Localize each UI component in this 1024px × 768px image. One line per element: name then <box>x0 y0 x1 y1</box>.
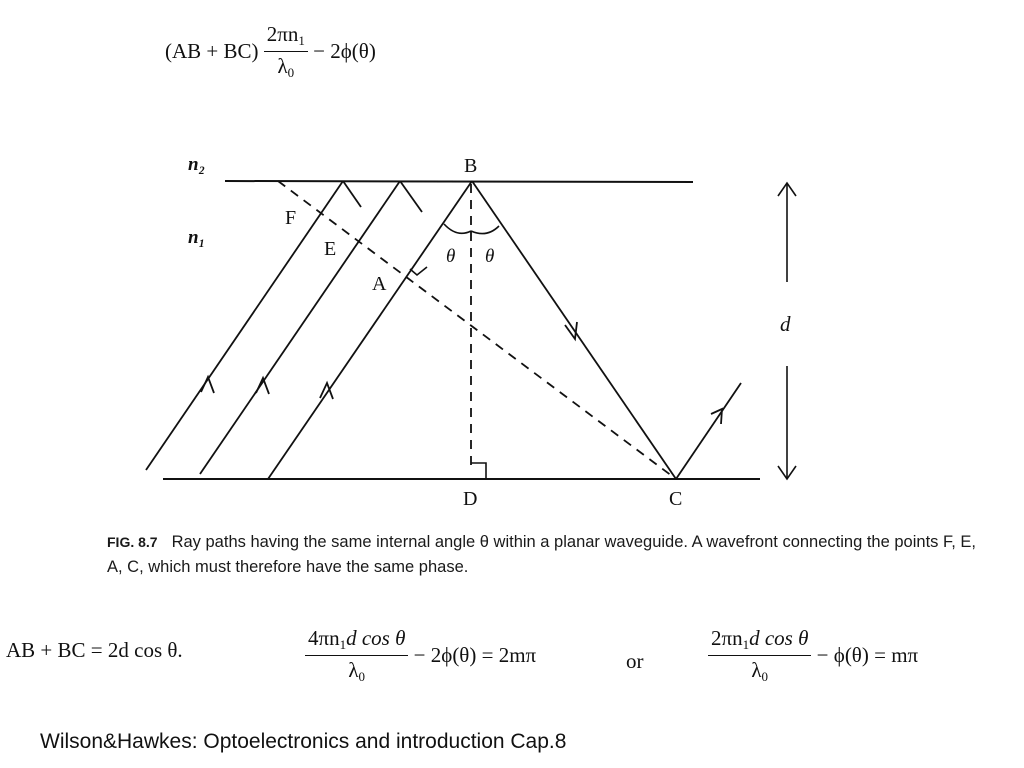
equation-phase-1-tail: − 2ϕ(θ) = 2mπ <box>413 643 537 667</box>
ray-bc <box>472 181 676 479</box>
label-theta-left: θ <box>446 246 456 267</box>
label-b: B <box>464 155 478 177</box>
theta-arc-left <box>444 224 471 233</box>
arrow-ray-2 <box>256 378 269 394</box>
label-n1: n₁ <box>188 227 206 248</box>
label-d-point: D <box>463 488 478 510</box>
equation-phase-1 <box>305 626 536 685</box>
figure-caption-text: Ray paths having the same internal angle θ within a planar waveguide. A wavefront connecting the points F, E, A, C, which must therefore have the same phase. <box>107 533 976 576</box>
ray-1-reflect <box>343 181 361 207</box>
label-theta-right: θ <box>485 246 495 267</box>
equation-top-den: λ <box>277 54 288 78</box>
label-n2: n₂ <box>188 154 206 175</box>
equation-top-fraction: $\frac{2\pi n_1}{\lambda_0}$ <box>264 22 308 81</box>
equation-phase-1-fraction: $\frac{4\pi n_1d \cos \theta}{\lambda_0}$ <box>305 626 408 685</box>
arrow-ray-out <box>711 409 722 424</box>
footer-reference: Wilson&Hawkes: Optoelectronics and introduction Cap.8 <box>40 730 567 753</box>
label-d: d <box>780 312 791 336</box>
equation-top-lhs: (AB + BC) <box>165 39 259 63</box>
equation-phase-2-fraction: $\frac{2\pi n_1d \cos \theta}{\lambda_0}$ <box>708 626 811 685</box>
equation-top-num: 2πn <box>266 22 299 46</box>
theta-arc-right <box>471 226 499 234</box>
label-a: A <box>372 273 387 295</box>
label-f: F <box>285 207 297 229</box>
wavefront-dashed <box>278 181 676 479</box>
figure-caption <box>107 530 987 580</box>
right-angle-d <box>471 463 486 479</box>
label-e: E <box>324 238 337 260</box>
equation-top-tail: − 2ϕ(θ) <box>313 39 376 63</box>
equation-phase-2 <box>708 626 918 685</box>
ray-2-reflect <box>400 181 422 212</box>
figure-number: FIG. 8.7 <box>107 534 158 550</box>
word-or: or <box>626 649 644 673</box>
ray-c-out <box>676 383 741 479</box>
top-boundary <box>225 181 693 182</box>
ray-1 <box>146 181 343 470</box>
ray-2 <box>200 181 400 474</box>
equation-phase-2-tail: − ϕ(θ) = mπ <box>816 643 919 667</box>
equation-path-length: AB + BC = 2d cos θ. <box>6 638 183 662</box>
label-c: C <box>669 488 683 510</box>
